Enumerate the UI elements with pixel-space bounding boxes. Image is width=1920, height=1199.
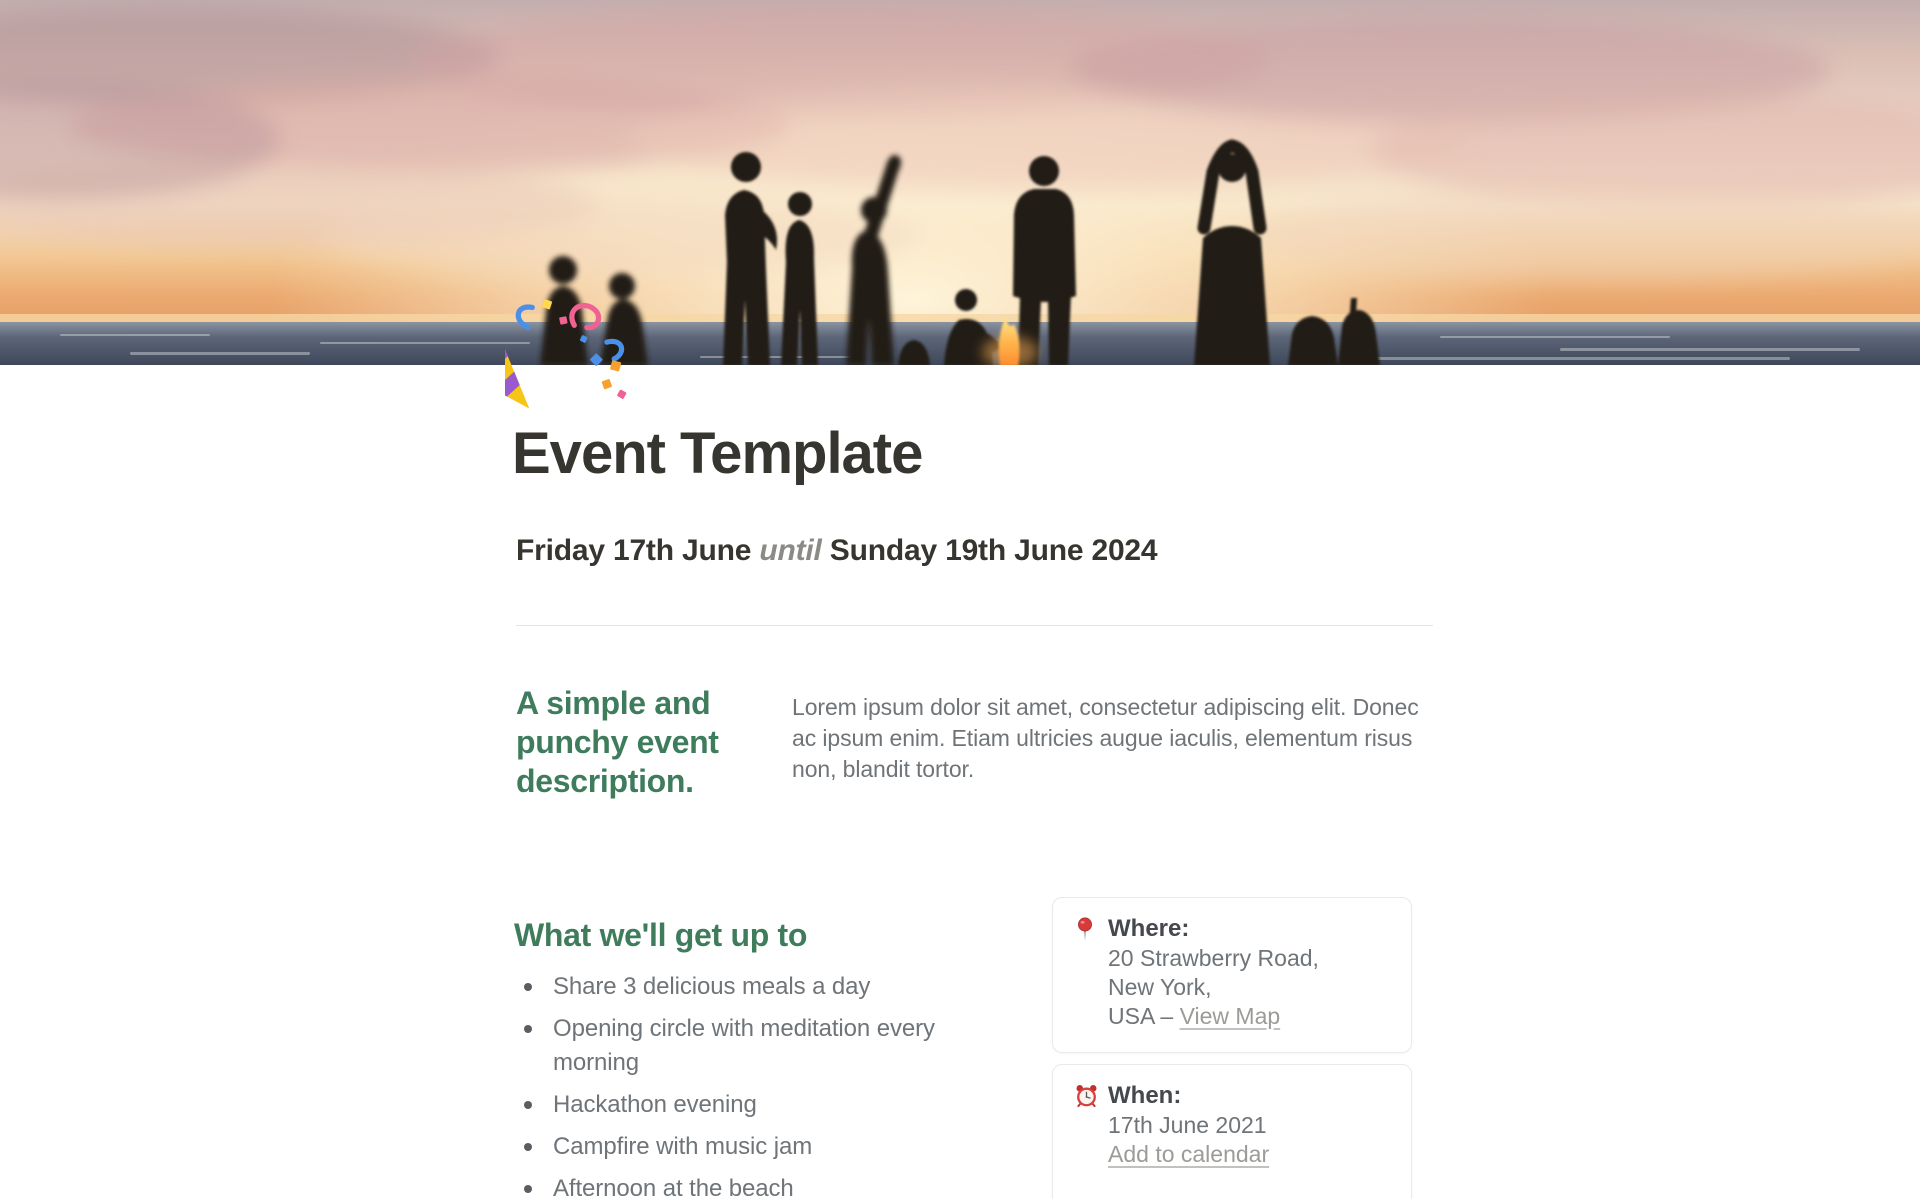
page-title: Event Template: [512, 421, 923, 486]
divider: [516, 625, 1433, 626]
address-line-3-prefix: USA –: [1108, 1003, 1180, 1029]
bullet-icon: [524, 1101, 532, 1109]
party-popper-icon[interactable]: [505, 298, 631, 424]
list-item-label: Hackathon evening: [553, 1091, 757, 1118]
description-heading: A simple and punchy event description.: [516, 685, 719, 799]
list-item-label: Campfire with music jam: [553, 1133, 813, 1160]
when-card-body: [1108, 1081, 1269, 1187]
when-date: 17th June 2021: [1108, 1112, 1267, 1138]
list-item: [516, 970, 976, 1004]
address-line-2: New York,: [1108, 974, 1212, 1000]
address-line-3: [1108, 1002, 1319, 1031]
address-line-1: 20 Strawberry Road,: [1108, 945, 1319, 971]
description-text: Lorem ipsum dolor sit amet, consectetur adipiscing elit. Donec ac ipsum enim. Etiam ultricies augue iaculis, elementum risus non, blandit tortor.: [792, 694, 1419, 782]
activities-heading: What we'll get up to: [514, 917, 808, 953]
list-item: [516, 1088, 976, 1122]
alarm-clock-icon: [1074, 1081, 1100, 1187]
list-item: [516, 1130, 976, 1164]
date-until: until: [759, 534, 822, 567]
where-label: Where:: [1108, 915, 1190, 942]
date-start: Friday 17th June: [516, 534, 760, 567]
activities-list: [516, 970, 976, 1199]
bullet-icon: [524, 983, 532, 991]
cover-image: [0, 0, 1920, 365]
when-label: When:: [1108, 1082, 1182, 1109]
where-card: [1052, 897, 1412, 1053]
when-card: [1052, 1064, 1412, 1199]
date-end: Sunday 19th June 2024: [821, 534, 1158, 567]
bullet-icon: [524, 1143, 532, 1151]
list-item: [516, 1172, 976, 1199]
round-pushpin-icon: [1074, 914, 1100, 1034]
list-item-label: Opening circle with meditation every morning: [553, 1015, 935, 1076]
view-map-link[interactable]: View Map: [1179, 1003, 1281, 1029]
add-to-calendar-link[interactable]: Add to calendar: [1108, 1141, 1270, 1167]
list-item: [516, 1012, 976, 1080]
cover-art: [0, 0, 1920, 365]
list-item-label: Share 3 delicious meals a day: [553, 973, 871, 1000]
event-date: [516, 532, 1157, 570]
bullet-icon: [524, 1025, 532, 1033]
bullet-icon: [524, 1185, 532, 1193]
list-item-label: Afternoon at the beach: [553, 1175, 794, 1199]
where-card-body: [1108, 914, 1319, 1034]
